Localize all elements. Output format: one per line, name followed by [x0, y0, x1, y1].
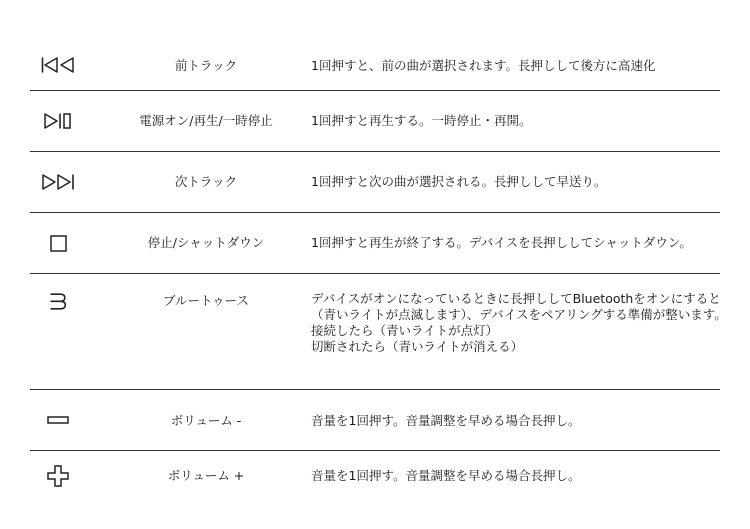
plus-icon	[30, 465, 86, 487]
minus-icon	[30, 415, 86, 425]
table-row-volume-up	[30, 451, 720, 501]
table-row-stop	[30, 213, 720, 274]
description-line: 1回押すと再生する。一時停止・再開。	[311, 113, 532, 128]
button-description	[311, 113, 721, 129]
stop-icon	[30, 235, 86, 251]
description-line: デバイスがオンになっているときに長押ししてBluetoothをオンにすると	[311, 291, 721, 306]
button-name: 停止/シャットダウン	[147, 235, 265, 250]
table-row-play-pause	[30, 91, 720, 152]
button-description	[311, 58, 721, 74]
button-description	[311, 413, 721, 429]
button-name: ブルートゥース	[162, 293, 250, 308]
description-line: 1回押すと次の曲が選択される。長押しして早送り。	[311, 174, 607, 189]
button-name: ボリューム +	[167, 468, 245, 483]
skip-forward-icon	[30, 174, 86, 190]
table-row-next-track	[30, 152, 720, 213]
description-line: 音量を1回押す。音量調整を早める場合長押し。	[311, 468, 581, 483]
button-name: 前トラック	[174, 58, 238, 73]
skip-back-icon	[30, 57, 86, 73]
table-row-previous-track	[30, 36, 720, 91]
description-line: 1回押すと、前の曲が選択されます。長押しして後方に高速化	[311, 58, 656, 73]
button-function-table	[30, 36, 727, 501]
description-line: 接続したら（青いライトが点灯）	[311, 323, 499, 338]
description-line: 切断されたら（青いライトが消える）	[311, 339, 524, 354]
button-name: ボリューム -	[170, 413, 242, 428]
button-name: 次トラック	[174, 174, 238, 189]
description-line: 1回押すと再生が終了する。デバイスを長押ししてシャットダウン。	[311, 235, 692, 250]
button-description	[311, 468, 721, 484]
description-line: 音量を1回押す。音量調整を早める場合長押し。	[311, 413, 581, 428]
button-description	[311, 174, 721, 190]
description-line: （青いライトが点滅します）、デバイスをペアリングする準備が整います。	[311, 307, 727, 322]
button-description	[311, 235, 721, 251]
button-description	[311, 291, 727, 355]
table-row-volume-down	[30, 390, 720, 451]
bluetooth-icon	[30, 292, 86, 310]
button-name: 電源オン/再生/一時停止	[139, 113, 273, 128]
play-pause-icon	[30, 113, 86, 129]
table-row-bluetooth	[30, 274, 727, 390]
